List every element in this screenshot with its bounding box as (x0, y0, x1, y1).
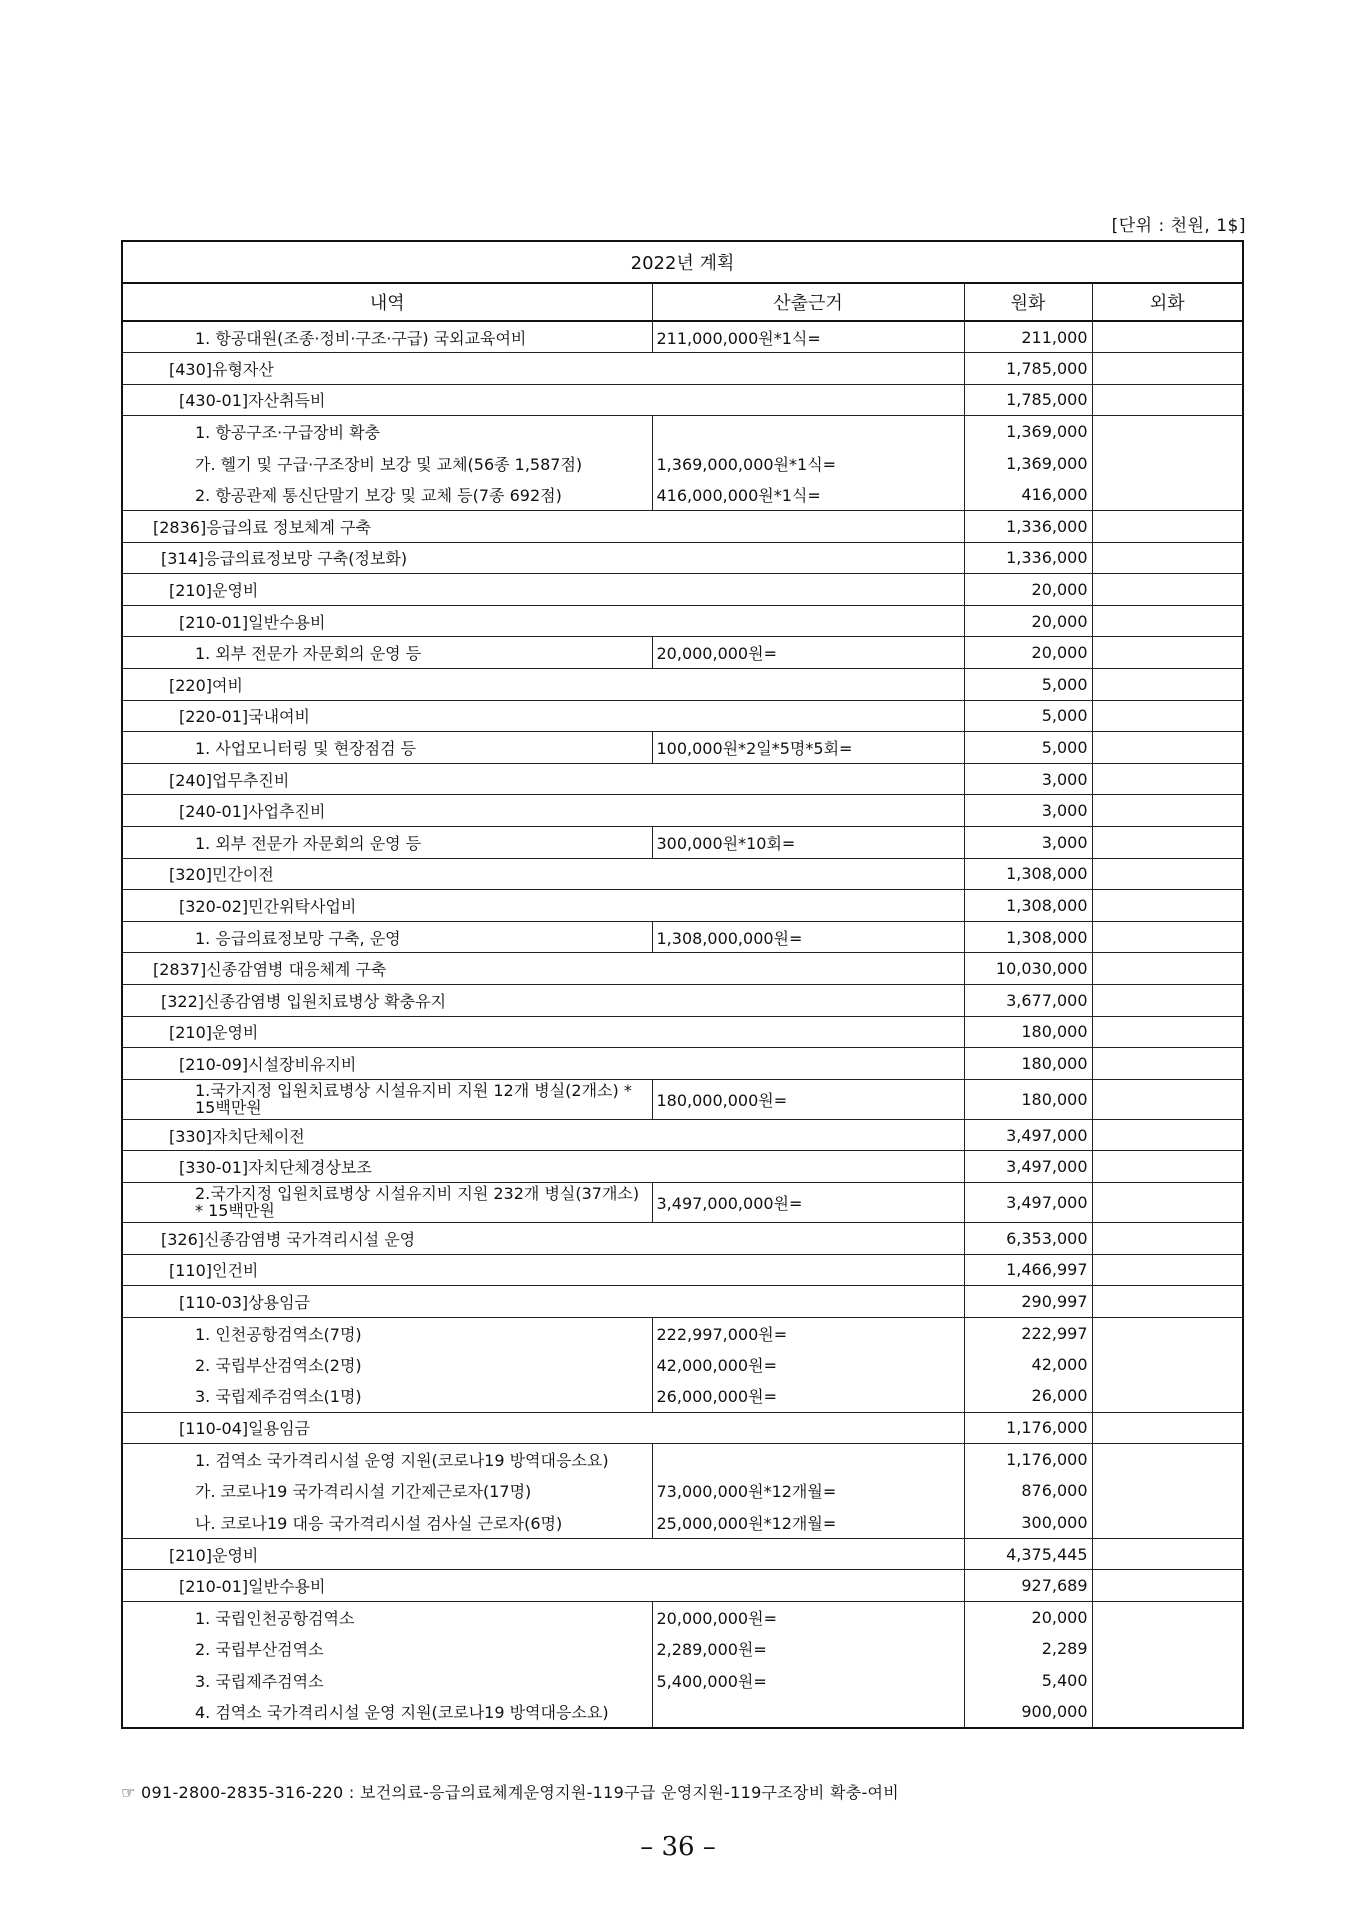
row-won: 1,785,000 (964, 353, 1092, 385)
row-foreign (1092, 1380, 1243, 1412)
row-foreign (1092, 1570, 1243, 1602)
row-description (122, 1696, 652, 1728)
row-description-text: [330]자치단체이전 (169, 1126, 305, 1146)
row-won: 180,000 (964, 1016, 1092, 1048)
row-basis (652, 984, 964, 1016)
row-description-text: 1. 외부 전문가 자문회의 운영 등 (195, 833, 422, 853)
row-won: 180,000 (964, 1079, 1092, 1119)
row-basis (652, 1538, 964, 1570)
row-foreign (1092, 574, 1243, 606)
row-won: 3,000 (964, 827, 1092, 859)
table-row (122, 700, 1243, 732)
row-basis: 222,997,000원= (652, 1317, 964, 1349)
row-description (122, 1182, 652, 1222)
row-basis: 2,289,000원= (652, 1633, 964, 1665)
row-won: 1,369,000 (964, 447, 1092, 479)
row-description-text: [110-04]일용임금 (179, 1419, 310, 1439)
table-row (122, 1317, 1243, 1349)
row-foreign (1092, 921, 1243, 953)
row-description-text: [110-03]상용임금 (179, 1292, 310, 1312)
row-basis (652, 1151, 964, 1183)
row-foreign (1092, 321, 1243, 353)
row-won: 300,000 (964, 1507, 1092, 1539)
row-basis (652, 1444, 964, 1476)
row-description-text: [210]운영비 (169, 1023, 259, 1043)
row-basis (652, 1412, 964, 1444)
row-basis: 1,308,000,000원= (652, 921, 964, 953)
row-description (122, 763, 652, 795)
row-basis: 20,000,000원= (652, 1602, 964, 1634)
row-won: 290,997 (964, 1286, 1092, 1318)
row-foreign (1092, 827, 1243, 859)
row-won: 927,689 (964, 1570, 1092, 1602)
row-description-text: 1. 응급의료정보망 구축, 운영 (195, 928, 401, 948)
row-won: 900,000 (964, 1696, 1092, 1728)
row-description (122, 953, 652, 985)
row-description (122, 921, 652, 953)
row-basis (652, 700, 964, 732)
row-foreign (1092, 1475, 1243, 1507)
row-foreign (1092, 1119, 1243, 1151)
row-basis (652, 1119, 964, 1151)
row-description (122, 1475, 652, 1507)
table-row (122, 1182, 1243, 1222)
row-description (122, 574, 652, 606)
table-row (122, 1016, 1243, 1048)
table-row (122, 763, 1243, 795)
table-row (122, 542, 1243, 574)
table-body (122, 321, 1243, 1728)
row-foreign (1092, 1317, 1243, 1349)
row-description (122, 700, 652, 732)
row-foreign (1092, 1538, 1243, 1570)
row-won: 3,497,000 (964, 1119, 1092, 1151)
row-description-text: 4. 검역소 국가격리시설 운영 지원(코로나19 방역대응소요) (195, 1703, 609, 1723)
table-row (122, 511, 1243, 543)
row-foreign (1092, 1222, 1243, 1254)
table-row (122, 1349, 1243, 1381)
row-won: 1,176,000 (964, 1444, 1092, 1476)
row-description-text: [220]여비 (169, 675, 243, 695)
row-basis: 5,400,000원= (652, 1665, 964, 1697)
footnote: ☞ 091-2800-2835-316-220 : 보건의료-응급의료체계운영지원-119구급 운영지원-119구조장비 확충-여비 (121, 1783, 900, 1802)
row-description (122, 1570, 652, 1602)
row-foreign (1092, 1182, 1243, 1222)
table-row (122, 384, 1243, 416)
table-row (122, 890, 1243, 922)
row-basis (652, 795, 964, 827)
row-basis (652, 1254, 964, 1286)
row-description (122, 1665, 652, 1697)
row-basis: 300,000원*10회= (652, 827, 964, 859)
table-row (122, 637, 1243, 669)
row-description (122, 447, 652, 479)
row-won: 42,000 (964, 1349, 1092, 1381)
row-foreign (1092, 1507, 1243, 1539)
row-description (122, 1412, 652, 1444)
column-header-description: 내역 (122, 283, 652, 321)
row-foreign (1092, 1633, 1243, 1665)
row-won: 1,336,000 (964, 511, 1092, 543)
row-description-text: 1. 사업모니터링 및 현장점검 등 (195, 739, 417, 759)
row-foreign (1092, 700, 1243, 732)
row-description-text: 나. 코로나19 대응 국가격리시설 검사실 근로자(6명) (195, 1513, 563, 1533)
row-basis: 416,000,000원*1식= (652, 479, 964, 511)
row-description (122, 1016, 652, 1048)
row-basis: 180,000,000원= (652, 1079, 964, 1119)
row-description (122, 827, 652, 859)
row-basis (652, 1286, 964, 1318)
row-description-text: [326]신종감염병 국가격리시설 운영 (161, 1229, 416, 1249)
row-won: 3,000 (964, 795, 1092, 827)
row-basis: 42,000,000원= (652, 1349, 964, 1381)
row-won: 26,000 (964, 1380, 1092, 1412)
table-row (122, 1444, 1243, 1476)
row-description-text: [210-09]시설장비유지비 (179, 1054, 357, 1074)
row-description-text: 가. 헬기 및 구급·구조장비 보강 및 교체(56종 1,587점) (195, 454, 583, 474)
row-description (122, 384, 652, 416)
row-foreign (1092, 1286, 1243, 1318)
row-won: 1,308,000 (964, 921, 1092, 953)
row-won: 5,000 (964, 732, 1092, 764)
row-foreign (1092, 353, 1243, 385)
row-foreign (1092, 1254, 1243, 1286)
row-won: 1,336,000 (964, 542, 1092, 574)
row-basis (652, 1222, 964, 1254)
row-description-text: [240-01]사업추진비 (179, 802, 326, 822)
row-basis (652, 605, 964, 637)
table-row (122, 605, 1243, 637)
row-won: 6,353,000 (964, 1222, 1092, 1254)
table-row (122, 1151, 1243, 1183)
row-won: 1,466,997 (964, 1254, 1092, 1286)
row-description (122, 732, 652, 764)
table-row (122, 732, 1243, 764)
row-basis (652, 953, 964, 985)
table-row (122, 1079, 1243, 1119)
row-description-text: 1. 외부 전문가 자문회의 운영 등 (195, 644, 422, 664)
row-won: 20,000 (964, 574, 1092, 606)
row-foreign (1092, 795, 1243, 827)
table-title: 2022년 계획 (122, 241, 1243, 283)
row-basis (652, 669, 964, 701)
row-description (122, 1507, 652, 1539)
row-foreign (1092, 953, 1243, 985)
table-row (122, 953, 1243, 985)
table-row (122, 1538, 1243, 1570)
row-description-text: [2837]신종감염병 대응체계 구축 (153, 960, 387, 980)
row-basis: 25,000,000원*12개월= (652, 1507, 964, 1539)
row-description (122, 353, 652, 385)
row-won: 5,000 (964, 669, 1092, 701)
page-number: – 36 – (640, 1832, 716, 1862)
row-foreign (1092, 732, 1243, 764)
row-basis: 100,000원*2일*5명*5회= (652, 732, 964, 764)
row-basis (652, 574, 964, 606)
row-won: 20,000 (964, 637, 1092, 669)
row-foreign (1092, 542, 1243, 574)
row-description (122, 1349, 652, 1381)
table-row (122, 1048, 1243, 1080)
row-foreign (1092, 1016, 1243, 1048)
row-foreign (1092, 1412, 1243, 1444)
row-description-text: 2. 항공관제 통신단말기 보강 및 교체 등(7종 692점) (195, 486, 562, 506)
row-description-text: 1. 항공대원(조종·정비·구조·구급) 국외교육여비 (195, 328, 527, 348)
table-row (122, 858, 1243, 890)
row-won: 2,289 (964, 1633, 1092, 1665)
row-description-text: 1. 인천공항검역소(7명) (195, 1324, 362, 1344)
row-description (122, 1222, 652, 1254)
row-foreign (1092, 669, 1243, 701)
row-foreign (1092, 763, 1243, 795)
table-row (122, 1380, 1243, 1412)
table-row (122, 984, 1243, 1016)
row-won: 1,369,000 (964, 416, 1092, 448)
row-description (122, 1380, 652, 1412)
row-foreign (1092, 1602, 1243, 1634)
row-basis (652, 511, 964, 543)
table-row (122, 1412, 1243, 1444)
row-basis (652, 1696, 964, 1728)
row-description (122, 1048, 652, 1080)
row-won: 20,000 (964, 1602, 1092, 1634)
row-foreign (1092, 1444, 1243, 1476)
row-won: 3,497,000 (964, 1182, 1092, 1222)
row-description-text: [320-02]민간위탁사업비 (179, 896, 357, 916)
row-description-text: [2836]응급의료 정보체계 구축 (153, 517, 371, 537)
row-description-text: [210-01]일반수용비 (179, 1577, 326, 1597)
row-description-text: 2. 국립부산검역소(2명) (195, 1356, 362, 1376)
table-row (122, 921, 1243, 953)
table-row (122, 1633, 1243, 1665)
row-won: 10,030,000 (964, 953, 1092, 985)
row-basis (652, 542, 964, 574)
row-basis: 73,000,000원*12개월= (652, 1475, 964, 1507)
row-description (122, 542, 652, 574)
row-description-text: 1. 국립인천공항검역소 (195, 1609, 355, 1629)
table-row (122, 827, 1243, 859)
row-description (122, 1444, 652, 1476)
row-won: 1,785,000 (964, 384, 1092, 416)
row-description-text: 2. 국립부산검역소 (195, 1640, 324, 1660)
row-basis (652, 1048, 964, 1080)
row-description-text: [110]인건비 (169, 1261, 259, 1281)
row-foreign (1092, 384, 1243, 416)
row-won: 416,000 (964, 479, 1092, 511)
row-won: 20,000 (964, 605, 1092, 637)
row-basis (652, 384, 964, 416)
row-description-text: [322]신종감염병 입원치료병상 확충유지 (161, 991, 447, 1011)
row-description (122, 1079, 652, 1119)
row-description-text: 1.국가지정 입원치료병상 시설유지비 지원 12개 병실(2개소) * 15백만원 (195, 1081, 632, 1118)
row-foreign (1092, 416, 1243, 448)
row-description-text: [314]응급의료정보망 구축(정보화) (161, 549, 408, 569)
row-description (122, 1254, 652, 1286)
row-basis: 3,497,000,000원= (652, 1182, 964, 1222)
row-description-text: [320]민간이전 (169, 865, 274, 885)
unit-label: [단위 : 천원, 1$] (1111, 216, 1246, 236)
row-description (122, 1151, 652, 1183)
row-description (122, 511, 652, 543)
table-row (122, 1507, 1243, 1539)
row-foreign (1092, 447, 1243, 479)
table-row (122, 1602, 1243, 1634)
row-won: 3,000 (964, 763, 1092, 795)
row-foreign (1092, 1665, 1243, 1697)
table-row (122, 1119, 1243, 1151)
row-foreign (1092, 1079, 1243, 1119)
column-header-won: 원화 (964, 283, 1092, 321)
row-description (122, 1119, 652, 1151)
row-foreign (1092, 1151, 1243, 1183)
table-row (122, 321, 1243, 353)
table-row (122, 447, 1243, 479)
row-foreign (1092, 605, 1243, 637)
column-header-basis: 산출근거 (652, 283, 964, 321)
row-basis: 26,000,000원= (652, 1380, 964, 1412)
table-row (122, 1665, 1243, 1697)
row-foreign (1092, 1349, 1243, 1381)
row-foreign (1092, 984, 1243, 1016)
row-foreign (1092, 511, 1243, 543)
row-basis: 20,000,000원= (652, 637, 964, 669)
row-won: 180,000 (964, 1048, 1092, 1080)
row-description (122, 1286, 652, 1318)
table-row (122, 1475, 1243, 1507)
row-won: 3,497,000 (964, 1151, 1092, 1183)
row-basis (652, 1570, 964, 1602)
row-description (122, 605, 652, 637)
table-row (122, 1254, 1243, 1286)
row-won: 1,176,000 (964, 1412, 1092, 1444)
table-row (122, 795, 1243, 827)
row-description-text: [220-01]국내여비 (179, 707, 310, 727)
table-row (122, 1696, 1243, 1728)
row-foreign (1092, 1048, 1243, 1080)
row-description (122, 479, 652, 511)
row-basis (652, 1016, 964, 1048)
table-row (122, 1222, 1243, 1254)
row-won: 876,000 (964, 1475, 1092, 1507)
row-description-text: 3. 국립제주검역소 (195, 1672, 324, 1692)
row-description (122, 321, 652, 353)
row-foreign (1092, 1696, 1243, 1728)
row-basis (652, 763, 964, 795)
row-description-text: 1. 항공구조·구급장비 확충 (195, 423, 381, 443)
row-description-text: [240]업무추진비 (169, 770, 290, 790)
table-row (122, 1570, 1243, 1602)
row-description-text: [430-01]자산취득비 (179, 391, 326, 411)
row-description-text: [210-01]일반수용비 (179, 612, 326, 632)
table-row (122, 1286, 1243, 1318)
row-description (122, 416, 652, 448)
column-header-foreign: 외화 (1092, 283, 1243, 321)
row-won: 211,000 (964, 321, 1092, 353)
row-basis: 1,369,000,000원*1식= (652, 447, 964, 479)
row-description (122, 1633, 652, 1665)
row-description-text: [330-01]자치단체경상보조 (179, 1158, 372, 1178)
row-description (122, 637, 652, 669)
row-description-text: 2.국가지정 입원치료병상 시설유지비 지원 232개 병실(37개소) * 15백만원 (195, 1184, 640, 1221)
row-foreign (1092, 637, 1243, 669)
row-description (122, 1602, 652, 1634)
row-won: 4,375,445 (964, 1538, 1092, 1570)
row-description (122, 795, 652, 827)
row-description (122, 1317, 652, 1349)
row-basis (652, 890, 964, 922)
row-basis (652, 416, 964, 448)
row-basis: 211,000,000원*1식= (652, 321, 964, 353)
table-row (122, 669, 1243, 701)
row-won: 1,308,000 (964, 858, 1092, 890)
row-won: 1,308,000 (964, 890, 1092, 922)
row-basis (652, 858, 964, 890)
table-row (122, 574, 1243, 606)
row-won: 3,677,000 (964, 984, 1092, 1016)
row-description (122, 984, 652, 1016)
row-description (122, 858, 652, 890)
budget-table (121, 240, 1244, 1729)
row-description-text: [430]유형자산 (169, 359, 274, 379)
row-description-text: [210]운영비 (169, 1545, 259, 1565)
table-row (122, 353, 1243, 385)
row-won: 222,997 (964, 1317, 1092, 1349)
row-won: 5,400 (964, 1665, 1092, 1697)
row-won: 5,000 (964, 700, 1092, 732)
row-description-text: 가. 코로나19 국가격리시설 기간제근로자(17명) (195, 1482, 532, 1502)
row-description-text: [210]운영비 (169, 581, 259, 601)
table-row (122, 416, 1243, 448)
row-description-text: 3. 국립제주검역소(1명) (195, 1387, 362, 1407)
row-foreign (1092, 479, 1243, 511)
row-description (122, 669, 652, 701)
row-basis (652, 353, 964, 385)
row-description (122, 1538, 652, 1570)
row-description (122, 890, 652, 922)
row-foreign (1092, 890, 1243, 922)
row-foreign (1092, 858, 1243, 890)
row-description-text: 1. 검역소 국가격리시설 운영 지원(코로나19 방역대응소요) (195, 1451, 609, 1471)
table-row (122, 479, 1243, 511)
